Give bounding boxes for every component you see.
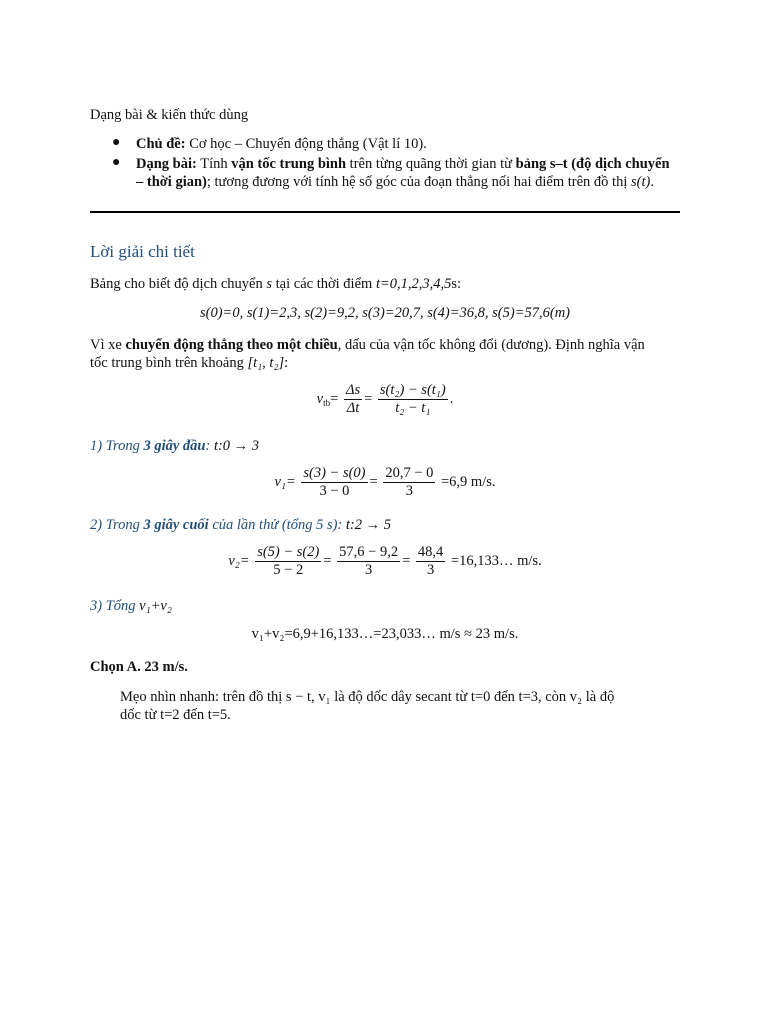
text: , dấu của vận tốc không đổi (dương). Định nghĩa vận	[337, 337, 645, 353]
definition-equation: $v_{tb}=$ $\frac{\Delta s}{\Delta t}$ = $\frac{\text{s(t₂) − s(t₁)}}{\text{t₂ − t₁}}$ .	[316, 382, 454, 416]
numerator: s(3) − s(0)	[303, 465, 366, 481]
step-1-heading	[90, 437, 680, 455]
equation-v2: v₂= $\frac{s(5) - s(2)}{5 - 2}$ = $\frac{57,6 - 9,2}{3}$ = $\frac{48,4}{3}$ =16,133… m/s.	[228, 544, 542, 578]
equation-v1: v₁= $\frac{s(3) - s(0)}{3 - 0}$ = $\frac{20,7 - 0}{3}$ =6,9 m/s.	[274, 465, 496, 499]
intro-paragraph	[90, 275, 680, 293]
bold-text: 3 giây đầu	[143, 438, 206, 454]
horizontal-rule	[90, 211, 680, 213]
text: 2) Trong	[90, 517, 144, 533]
fraction	[383, 465, 435, 500]
math-range: t:0 → 3	[213, 438, 260, 454]
numerator: 20,7 − 0	[385, 465, 434, 481]
denominator: 3	[365, 562, 373, 578]
section-title: Dạng bài & kiến thức dùng	[90, 107, 249, 123]
bullet-topic	[136, 135, 680, 153]
denominator: 5 − 2	[273, 562, 304, 578]
math-st: s(t)	[631, 174, 651, 190]
fraction	[344, 382, 362, 417]
text: 1) Trong	[90, 438, 144, 454]
denominator: t₂ − t₁	[395, 400, 431, 416]
math-v: v	[316, 390, 324, 407]
fraction	[255, 544, 321, 579]
math-sum: v₁+v₂	[139, 598, 172, 614]
denominator: 3 − 0	[319, 483, 350, 499]
math-s: s	[266, 276, 273, 292]
math-rhs: =6,9 m/s.	[441, 473, 496, 490]
numerator: s(5) − s(2)	[257, 544, 320, 560]
bold-text: chuyển động thẳng theo một chiều	[125, 337, 338, 353]
bullet-label: Dạng bài:	[136, 156, 197, 172]
text: 3) Tổng	[90, 598, 140, 614]
text: Bảng cho biết độ dịch chuyển	[90, 276, 267, 292]
fraction	[301, 465, 367, 500]
bullet-text: .	[650, 174, 654, 190]
numerator: s(t₂) − s(t₁)	[379, 382, 446, 398]
fraction	[416, 544, 445, 579]
text: Vì xe	[90, 337, 126, 353]
values-equation: s(0)=0, s(1)=2,3, s(2)=9,2, s(3)=20,7, s(4)=36,8, s(5)=57,6(m)	[199, 305, 570, 321]
text: tại các thời điểm	[272, 276, 376, 292]
bullet-dot: ●	[112, 135, 121, 150]
numerator: 48,4	[417, 544, 444, 560]
math-lhs: v₂=	[228, 552, 250, 569]
text: :	[284, 355, 289, 371]
paragraph-2-line-1	[90, 336, 680, 354]
bullet-type	[136, 155, 680, 191]
bullet-dot: ●	[112, 155, 121, 170]
denominator: Δt	[346, 400, 360, 416]
fraction	[378, 382, 448, 417]
text: của lần thử (tổng 5 s):	[208, 517, 346, 533]
numerator: 57,6 − 9,2	[339, 544, 399, 560]
equation-sum: v₁+v₂=6,9+16,133…=23,033… m/s ≈ 23 m/s.	[251, 626, 519, 642]
bullet-text: Tính	[196, 156, 232, 172]
math-range: t:2 → 5	[345, 517, 391, 533]
bullet-text: ; tương đương với tính hệ số góc của đoạn thẳng nối hai điểm trên đồ thị	[206, 174, 631, 190]
step-3-heading	[90, 597, 680, 615]
denominator: 3	[426, 562, 435, 578]
bullet-bold-text: bảng s–t (độ dịch chuyển – thời gian)	[136, 156, 670, 190]
math-t-values: t=0,1,2,3,4,5	[375, 276, 452, 292]
math-lhs: v₁=	[274, 473, 296, 490]
math-sub: tb	[323, 397, 331, 408]
bullet-label: Chủ đề:	[136, 136, 186, 152]
tip-line-1: Mẹo nhìn nhanh: trên đồ thị s − t, v₁ là độ dốc dây secant từ t=0 đến t=3, còn v₂ là độ	[120, 689, 615, 705]
fraction	[337, 544, 400, 579]
bullet-text: trên từng quãng thời gian từ	[346, 156, 516, 172]
bullet-text: Cơ học – Chuyển động thẳng (Vật lí 10).	[185, 136, 427, 152]
paragraph-2-line-2	[90, 354, 680, 372]
bullet-bold-text: vận tốc trung bình	[231, 156, 347, 172]
step-2-heading	[90, 516, 680, 534]
denominator: 3	[405, 483, 413, 499]
bold-text: 3 giây cuối	[143, 517, 209, 533]
text: tốc trung bình trên khoảng	[90, 355, 248, 371]
numerator: Δs	[345, 382, 361, 398]
answer: Chọn A. 23 m/s.	[90, 659, 188, 675]
math-rhs: =16,133… m/s.	[450, 552, 542, 569]
math-interval: [t₁, t₂]	[247, 355, 285, 371]
solution-heading: Lời giải chi tiết	[90, 242, 195, 261]
tip-line-2: dốc từ t=2 đến t=5.	[120, 707, 231, 723]
text: :	[205, 438, 214, 454]
text: s:	[451, 276, 462, 292]
